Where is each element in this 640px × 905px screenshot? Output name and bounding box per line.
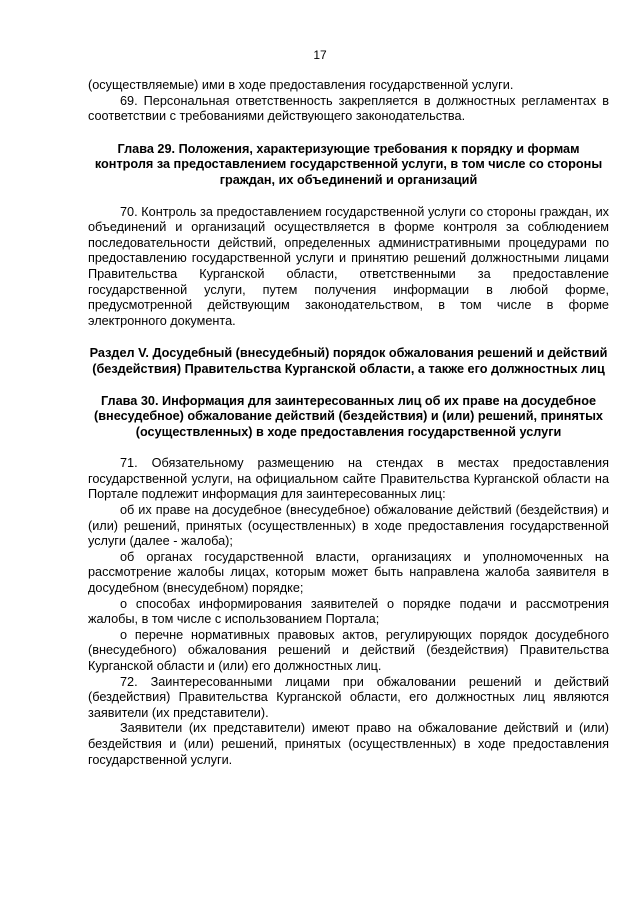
- page-number: 17: [313, 48, 327, 62]
- section-5-heading: Раздел V. Досудебный (внесудебный) порядок обжалования решений и действий (бездействия) Правительства Курганской области, а также его должностных лиц: [89, 346, 608, 376]
- paragraph-71: 71. Обязательному размещению на стендах в местах предоставления государственной услуги, на официальном сайте Правительства Курганской области на Портале подлежит информация для заинтересованных лиц:: [88, 456, 609, 502]
- document-body: [88, 78, 609, 768]
- paragraph-71-item-2: об органах государственной власти, организациях и уполномоченных на рассмотрение жалобы лицах, которым может быть направлена жалоба заявителя в досудебном (внесудебном) порядке;: [88, 549, 609, 596]
- paragraph-72: 72. Заинтересованными лицами при обжаловании решений и действий (бездействия) Правительства Курганской области, его должностных лиц являются заявители (их представители).: [88, 674, 609, 720]
- paragraph-71-item-1: об их праве на досудебное (внесудебное) обжалование действий (бездействия) и (или) решений, принятых (осуществленных) в ходе предоставления государственной услуги (далее - жалоба);: [88, 503, 609, 549]
- paragraph-continuation: (осуществляемые) ими в ходе предоставления государственной услуги.: [88, 78, 514, 92]
- paragraph-71-item-3: о способах информирования заявителей о порядке подачи и рассмотрения жалобы, в том числе с использованием Портала;: [88, 596, 609, 627]
- paragraph-72-continued: Заявители (их представители) имеют право на обжалование действий и (или) бездействия и (или) решений, принятых (осуществленных) в ходе предоставления государственной услуги.: [88, 721, 609, 767]
- chapter-29-heading: Глава 29. Положения, характеризующие требования к порядку и формам контроля за предоставлением государственной услуги, в том числе со стороны граждан, их объединений и организаций: [94, 141, 603, 187]
- chapter-30-heading: Глава 30. Информация для заинтересованных лиц об их праве на досудебное (внесудебное) обжалование действий (бездействия) и (или) решений, принятых (осуществленных) в ходе предоставления государственной услуги: [94, 393, 603, 439]
- paragraph-71-item-4: о перечне нормативных правовых актов, регулирующих порядок досудебного (внесудебного) обжалования решений и действий (бездействия) Правительства Курганской области и (или) его должностных лиц.: [88, 627, 609, 673]
- paragraph-69: 69. Персональная ответственность закрепляется в должностных регламентах в соответствии с требованиями действующего законодательства.: [88, 93, 609, 124]
- paragraph-70: 70. Контроль за предоставлением государственной услуги со стороны граждан, их объединений и организаций осуществляется в форме контроля за соблюдением последовательности действий, определенных административными процедурами по предоставлению государственной услуги и принятию решений должностными лицами Правительства Курганской области, ответственными за предоставление государственной услуги, путем получения информации в любой форме, предусмотренной действующим законодательством, в том числе в форме электронного документа.: [88, 204, 609, 328]
